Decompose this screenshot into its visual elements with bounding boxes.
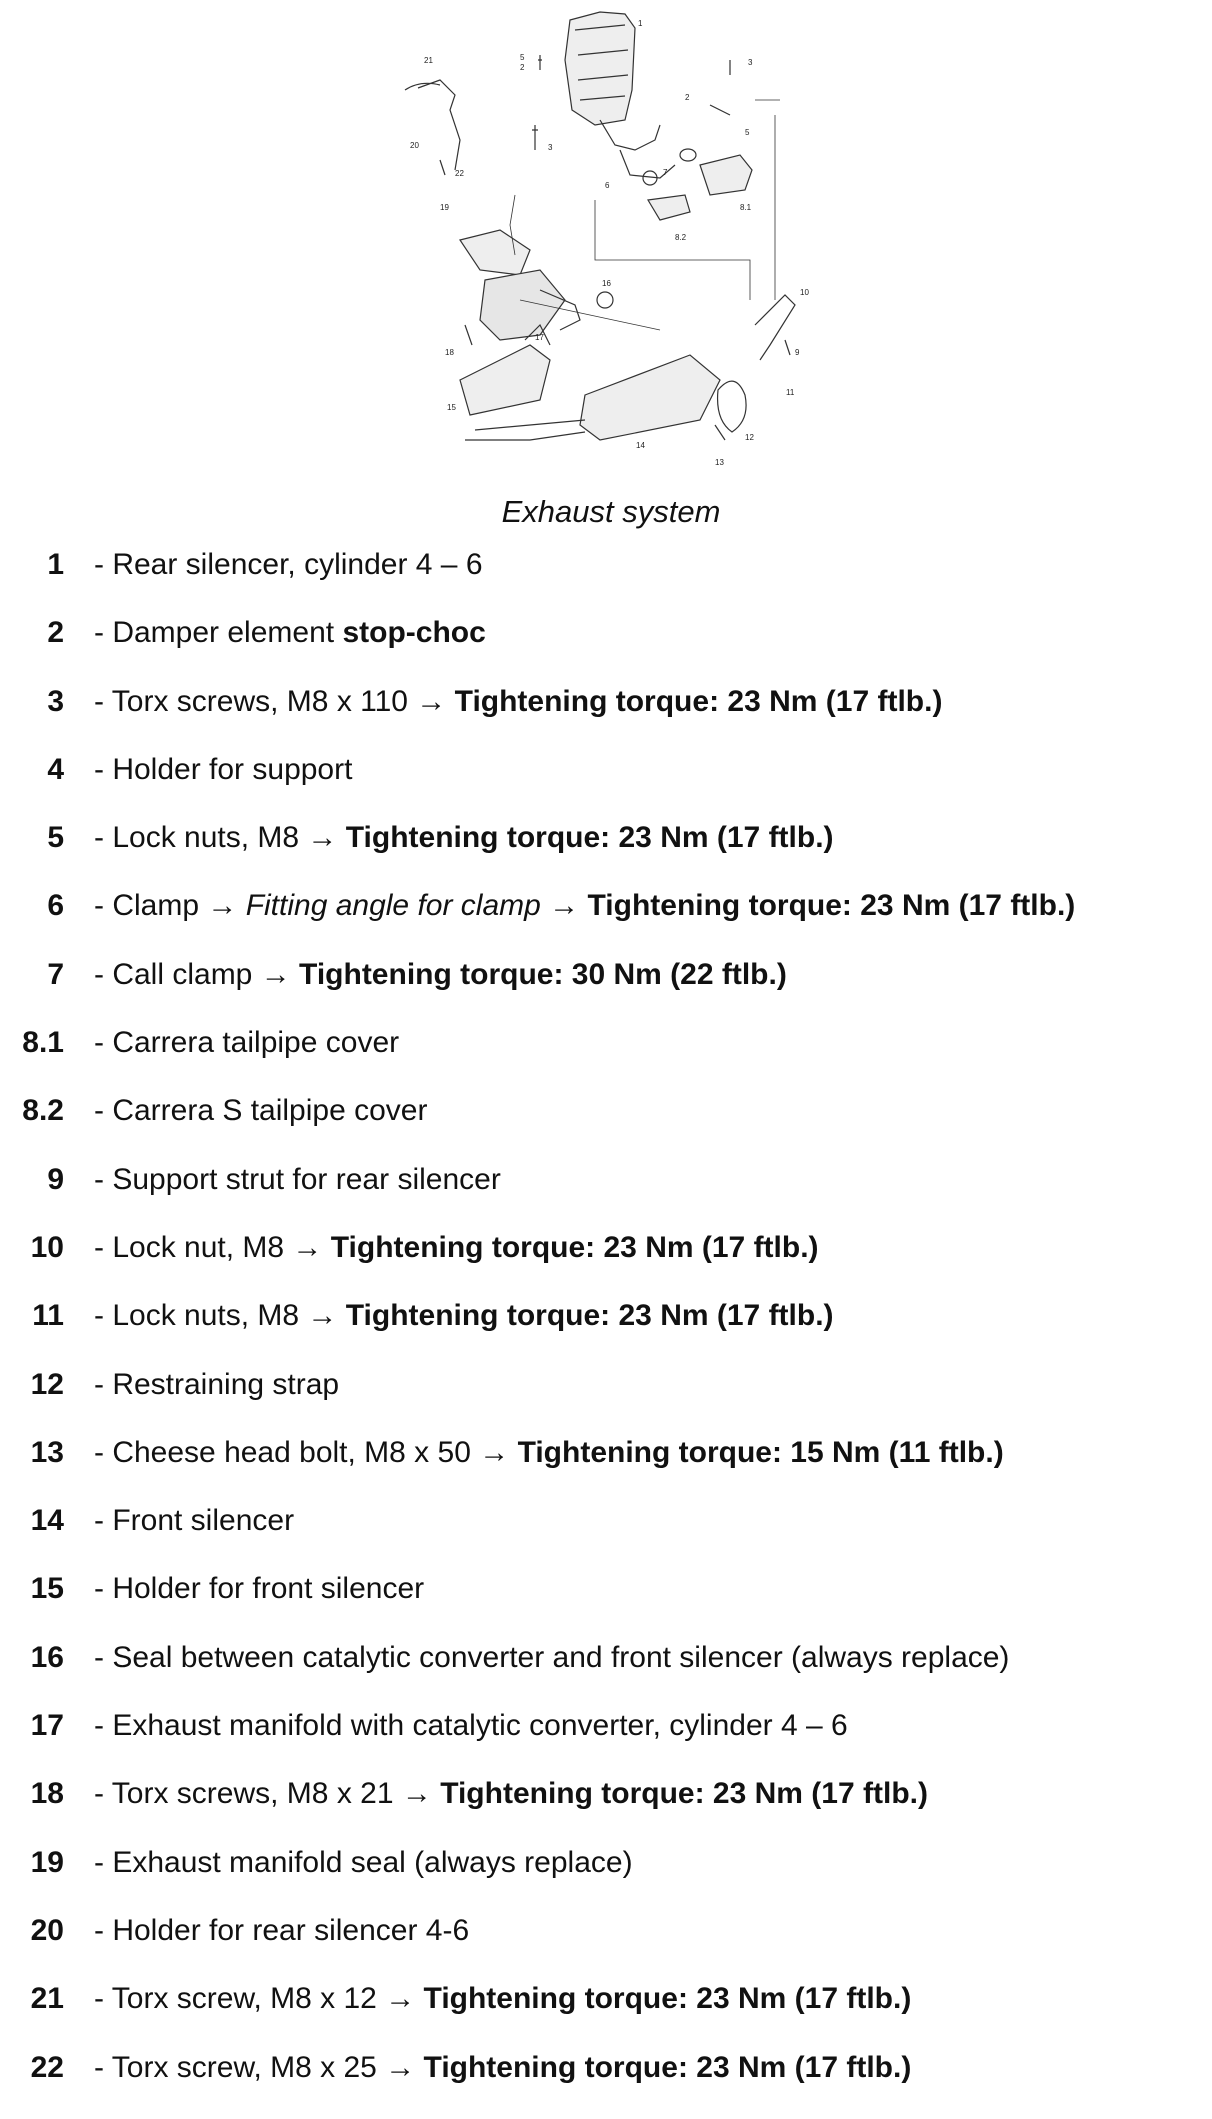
part-desc-text: - Torx screw, M8 x 12 → bbox=[94, 1982, 424, 2016]
part-number: 11 bbox=[32, 1299, 64, 1333]
part-spec-bold: Tightening torque: 23 Nm (17 ftlb.) bbox=[454, 684, 943, 718]
part-number: 2 bbox=[47, 616, 64, 650]
svg-text:12: 12 bbox=[745, 433, 754, 442]
part-description bbox=[94, 1777, 928, 1811]
part-item bbox=[0, 958, 1212, 1026]
part-item bbox=[0, 1982, 1212, 2050]
svg-text:14: 14 bbox=[636, 441, 645, 450]
part-item bbox=[0, 1709, 1212, 1777]
svg-text:3: 3 bbox=[748, 58, 753, 67]
part-description bbox=[94, 889, 1075, 923]
part-description bbox=[94, 1436, 1004, 1470]
svg-text:16: 16 bbox=[602, 279, 611, 288]
part-item bbox=[0, 1572, 1212, 1640]
part-description bbox=[94, 1163, 501, 1197]
part-description bbox=[94, 753, 352, 787]
arrow-separator: → bbox=[540, 889, 588, 923]
part-item bbox=[0, 616, 1212, 684]
part-spec-bold: Tightening torque: 23 Nm (17 ftlb.) bbox=[330, 1230, 819, 1264]
part-number: 17 bbox=[30, 1709, 64, 1743]
parts-list bbox=[0, 548, 1212, 2119]
part-number: 15 bbox=[30, 1572, 64, 1606]
svg-text:2: 2 bbox=[520, 63, 525, 72]
svg-text:15: 15 bbox=[447, 403, 456, 412]
part-desc-text: - Restraining strap bbox=[94, 1367, 340, 1401]
svg-text:2: 2 bbox=[685, 93, 690, 102]
svg-text:5: 5 bbox=[745, 128, 750, 137]
part-spec-bold: Tightening torque: 23 Nm (17 ftlb.) bbox=[440, 1777, 928, 1811]
part-item bbox=[0, 1914, 1212, 1982]
part-item bbox=[0, 1641, 1212, 1709]
part-item bbox=[0, 1231, 1212, 1299]
part-desc-text: - Holder for front silencer bbox=[94, 1572, 425, 1606]
part-desc-text: - Call clamp → bbox=[94, 957, 300, 991]
part-description bbox=[94, 2051, 911, 2085]
part-description bbox=[94, 1709, 848, 1743]
part-item bbox=[0, 1777, 1212, 1845]
part-desc-text: - Exhaust manifold seal (always replace) bbox=[94, 1845, 633, 1879]
exhaust-system-diagram bbox=[400, 0, 840, 480]
part-description bbox=[94, 1504, 294, 1538]
part-description bbox=[94, 685, 942, 719]
part-desc-text: - Cheese head bolt, M8 x 50 → bbox=[94, 1435, 518, 1469]
svg-text:18: 18 bbox=[445, 348, 454, 357]
part-desc-text: - Lock nuts, M8 → bbox=[94, 821, 346, 855]
part-desc-text: - Torx screws, M8 x 21 → bbox=[94, 1777, 441, 1811]
part-description bbox=[94, 1982, 911, 2016]
part-description bbox=[94, 1026, 399, 1060]
part-desc-text: - Front silencer bbox=[94, 1504, 295, 1538]
part-description bbox=[94, 1572, 424, 1606]
part-description bbox=[94, 1094, 427, 1128]
part-desc-text: - Seal between catalytic converter and front silencer (always replace) bbox=[94, 1640, 1010, 1674]
part-desc-text: - Support strut for rear silencer bbox=[94, 1162, 501, 1196]
part-number: 20 bbox=[30, 1913, 64, 1947]
part-number: 21 bbox=[30, 1982, 64, 2016]
part-item bbox=[0, 548, 1212, 616]
part-desc-text: - Lock nut, M8 → bbox=[94, 1230, 331, 1264]
part-description bbox=[94, 1299, 834, 1333]
part-number: 3 bbox=[47, 684, 64, 718]
part-item bbox=[0, 1299, 1212, 1367]
part-spec-bold: stop-choc bbox=[342, 616, 486, 650]
svg-text:17: 17 bbox=[535, 333, 544, 342]
part-item bbox=[0, 685, 1212, 753]
part-desc-text: - Carrera tailpipe cover bbox=[94, 1026, 400, 1060]
svg-text:22: 22 bbox=[455, 169, 464, 178]
part-number: 8.1 bbox=[22, 1026, 64, 1060]
part-item bbox=[0, 1504, 1212, 1572]
part-description bbox=[94, 1641, 1009, 1675]
svg-text:11: 11 bbox=[786, 388, 795, 397]
part-item bbox=[0, 1094, 1212, 1162]
part-spec-bold: Tightening torque: 23 Nm (17 ftlb.) bbox=[423, 2050, 912, 2084]
part-item bbox=[0, 753, 1212, 821]
part-spec-bold: Tightening torque: 23 Nm (17 ftlb.) bbox=[345, 1299, 834, 1333]
figure-caption: Exhaust system bbox=[501, 494, 721, 529]
part-number: 16 bbox=[30, 1640, 64, 1674]
part-desc-text: - Damper element bbox=[94, 616, 343, 650]
part-number: 4 bbox=[47, 752, 64, 786]
svg-text:21: 21 bbox=[424, 56, 433, 65]
part-desc-text: - Lock nuts, M8 → bbox=[94, 1299, 346, 1333]
part-number: 9 bbox=[47, 1162, 64, 1196]
part-number: 5 bbox=[47, 821, 64, 855]
exploded-view-drawing bbox=[400, 0, 840, 480]
part-description bbox=[94, 821, 834, 855]
svg-text:6: 6 bbox=[605, 181, 610, 190]
part-number: 6 bbox=[47, 889, 64, 923]
part-desc-text: - Holder for rear silencer 4-6 bbox=[94, 1913, 470, 1947]
svg-text:19: 19 bbox=[440, 203, 449, 212]
part-item bbox=[0, 1436, 1212, 1504]
svg-text:8.1: 8.1 bbox=[740, 203, 752, 212]
part-spec-bold: Tightening torque: 15 Nm (11 ftlb.) bbox=[517, 1435, 1004, 1469]
part-spec-bold: Tightening torque: 30 Nm (22 ftlb.) bbox=[299, 957, 787, 991]
part-item bbox=[0, 889, 1212, 957]
part-number: 22 bbox=[30, 2050, 64, 2084]
svg-text:9: 9 bbox=[795, 348, 800, 357]
part-desc-text: - Torx screws, M8 x 110 → bbox=[94, 684, 455, 718]
svg-text:5: 5 bbox=[520, 53, 525, 62]
part-description bbox=[94, 1846, 633, 1880]
part-description bbox=[94, 616, 486, 650]
part-desc-text: - Rear silencer, cylinder 4 – 6 bbox=[94, 548, 483, 581]
part-number: 12 bbox=[30, 1367, 64, 1401]
part-desc-text: - Torx screw, M8 x 25 → bbox=[94, 2050, 424, 2084]
svg-text:3: 3 bbox=[548, 143, 553, 152]
part-spec-bold: Tightening torque: 23 Nm (17 ftlb.) bbox=[587, 889, 1076, 923]
part-number: 18 bbox=[30, 1777, 64, 1811]
part-item bbox=[0, 1368, 1212, 1436]
svg-text:7: 7 bbox=[663, 168, 668, 177]
part-number: 1 bbox=[47, 548, 64, 581]
part-number: 7 bbox=[47, 957, 64, 991]
fitting-angle-link[interactable]: Fitting angle for clamp bbox=[245, 889, 541, 923]
part-description bbox=[94, 1231, 819, 1265]
part-description bbox=[94, 958, 787, 992]
part-desc-text: - Holder for support bbox=[94, 752, 353, 786]
part-number: 14 bbox=[30, 1504, 64, 1538]
part-item bbox=[0, 1846, 1212, 1914]
part-desc-text: - Exhaust manifold with catalytic converter, cylinder 4 – 6 bbox=[94, 1709, 848, 1743]
svg-text:1: 1 bbox=[638, 19, 643, 28]
svg-text:20: 20 bbox=[410, 141, 419, 150]
part-desc-text: - Clamp → bbox=[94, 889, 246, 923]
part-item bbox=[0, 2051, 1212, 2119]
part-number: 10 bbox=[30, 1230, 64, 1264]
part-item bbox=[0, 1163, 1212, 1231]
part-number: 8.2 bbox=[22, 1094, 64, 1128]
svg-text:10: 10 bbox=[800, 288, 809, 297]
part-spec-bold: Tightening torque: 23 Nm (17 ftlb.) bbox=[423, 1982, 912, 2016]
part-item bbox=[0, 821, 1212, 889]
part-number: 13 bbox=[30, 1435, 64, 1469]
svg-text:8.2: 8.2 bbox=[675, 233, 687, 242]
part-desc-text: - Carrera S tailpipe cover bbox=[94, 1094, 428, 1128]
svg-text:13: 13 bbox=[715, 458, 724, 467]
part-description bbox=[94, 548, 483, 582]
part-description bbox=[94, 1368, 339, 1402]
part-item bbox=[0, 1026, 1212, 1094]
part-spec-bold: Tightening torque: 23 Nm (17 ftlb.) bbox=[345, 821, 834, 855]
part-number: 19 bbox=[30, 1845, 64, 1879]
part-description bbox=[94, 1914, 469, 1948]
